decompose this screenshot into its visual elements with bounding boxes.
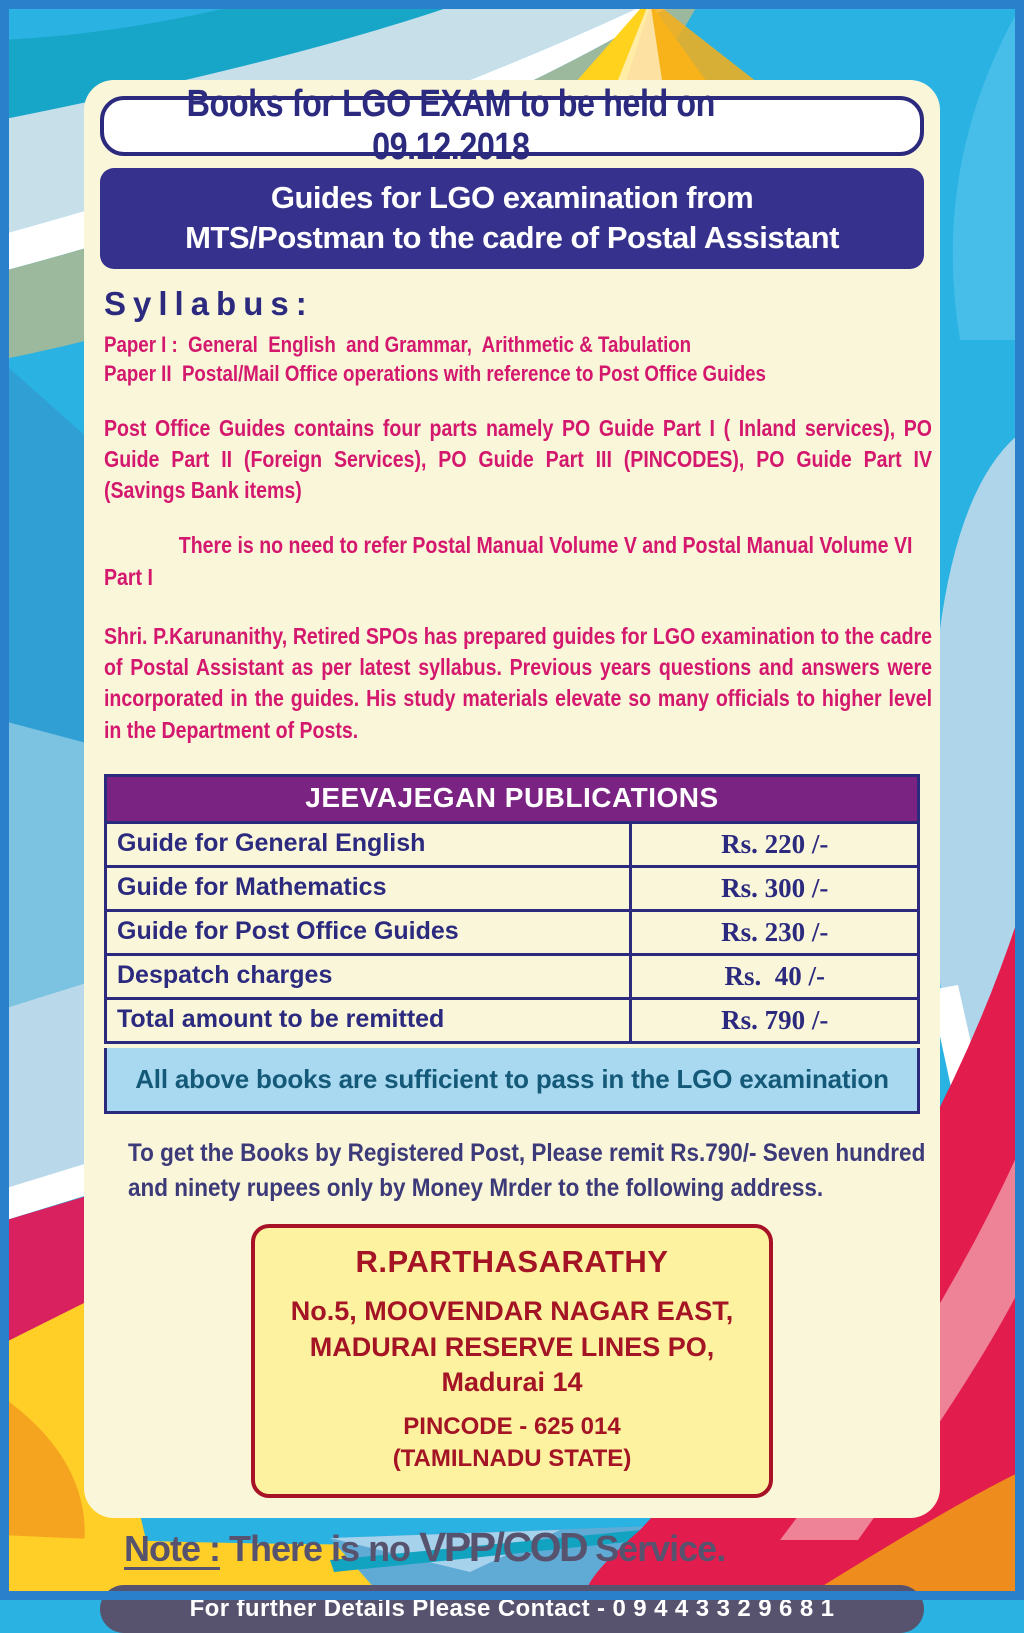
title-box [100,83,924,168]
remit-paragraph: To get the Books by Registered Post, Please remit Rs.790/- Seven hundred and ninety rupees only by Money Mrder to the following address. [128,1138,926,1202]
publications-table-header: JEEVAJEGAN PUBLICATIONS [107,777,917,821]
address-line-3: Madurai 14 [441,1367,583,1398]
table-item-label: Despatch charges [117,960,333,989]
address-name: R.PARTHASARATHY [355,1243,669,1279]
table-item-label: Guide for Post Office Guides [117,916,459,945]
table-item-price: Rs. 790 /- [629,1000,917,1041]
syllabus-heading: Syllabus: [104,285,314,323]
note-line [124,1524,926,1571]
table-item-label: Guide for General English [117,828,426,857]
note-vpp-cod: VPP/COD [419,1523,587,1570]
address-line-1: No.5, MOOVENDAR NAGAR EAST, [290,1295,734,1326]
publications-table [104,774,920,1044]
contact-footer-text: For further Details Please Contact - 0 9 4 4 3 3 2 9 6 8 1 [189,1594,835,1622]
content-panel [84,80,940,1622]
address-line-2: MADURAI RESERVE LINES PO, [309,1331,715,1362]
poster-title: Books for LGO EXAM to be held on 09.12.2018 [186,83,715,168]
table-row [107,821,917,865]
note-text-after: Service. [586,1527,726,1569]
table-row [107,953,917,997]
note-label: Note : [124,1527,220,1569]
author-paragraph: Shri. P.Karunanithy, Retired SPOs has prepared guides for LGO examination to the cadre of Postal Assistant as per latest syllabus. Previous years questions and answers were incorporated in the guides. His study materials elevate so many officials to higher level in the Department of Posts. [104,622,933,743]
po-guides-paragraph: Post Office Guides contains four parts namely PO Guide Part I ( Inland services), PO Guide Part II (Foreign Services), PO Guide Part III (PINCODES), PO Guide Part IV (Savings Bank items) [104,414,933,504]
table-item-label: Total amount to be remitted [117,1004,445,1033]
table-item-price: Rs. 230 /- [629,912,917,953]
subtitle-line-1: Guides for LGO examination from [270,180,754,215]
papers-list [104,331,932,388]
table-row [107,909,917,953]
sufficient-banner [104,1048,920,1114]
table-item-price: Rs. 300 /- [629,868,917,909]
address-box [251,1224,773,1498]
table-item-price: Rs. 40 /- [629,956,917,997]
subtitle-banner [100,168,924,269]
table-item-label: Guide for Mathematics [117,872,387,901]
subtitle-line-2: MTS/Postman to the cadre of Postal Assistant [185,219,839,255]
no-need-paragraph: There is no need to refer Postal Manual Volume V and Postal Manual Volume VI Part I [104,532,913,590]
note-text-before: There is no [220,1527,420,1569]
address-lines [263,1294,761,1401]
paper-2-line: Paper II Postal/Mail Office operations with reference to Post Office Guides [104,360,766,386]
paper-1-line: Paper I : General English and Grammar, Arithmetic & Tabulation [104,332,692,358]
address-state: (TAMILNADU STATE) [392,1445,632,1473]
sufficient-banner-text: All above books are sufficient to pass in the LGO examination [135,1063,889,1094]
contact-footer-pill [100,1585,924,1633]
table-row [107,997,917,1041]
table-row [107,865,917,909]
table-item-price: Rs. 220 /- [629,824,917,865]
address-pincode: PINCODE - 625 014 [403,1412,621,1440]
